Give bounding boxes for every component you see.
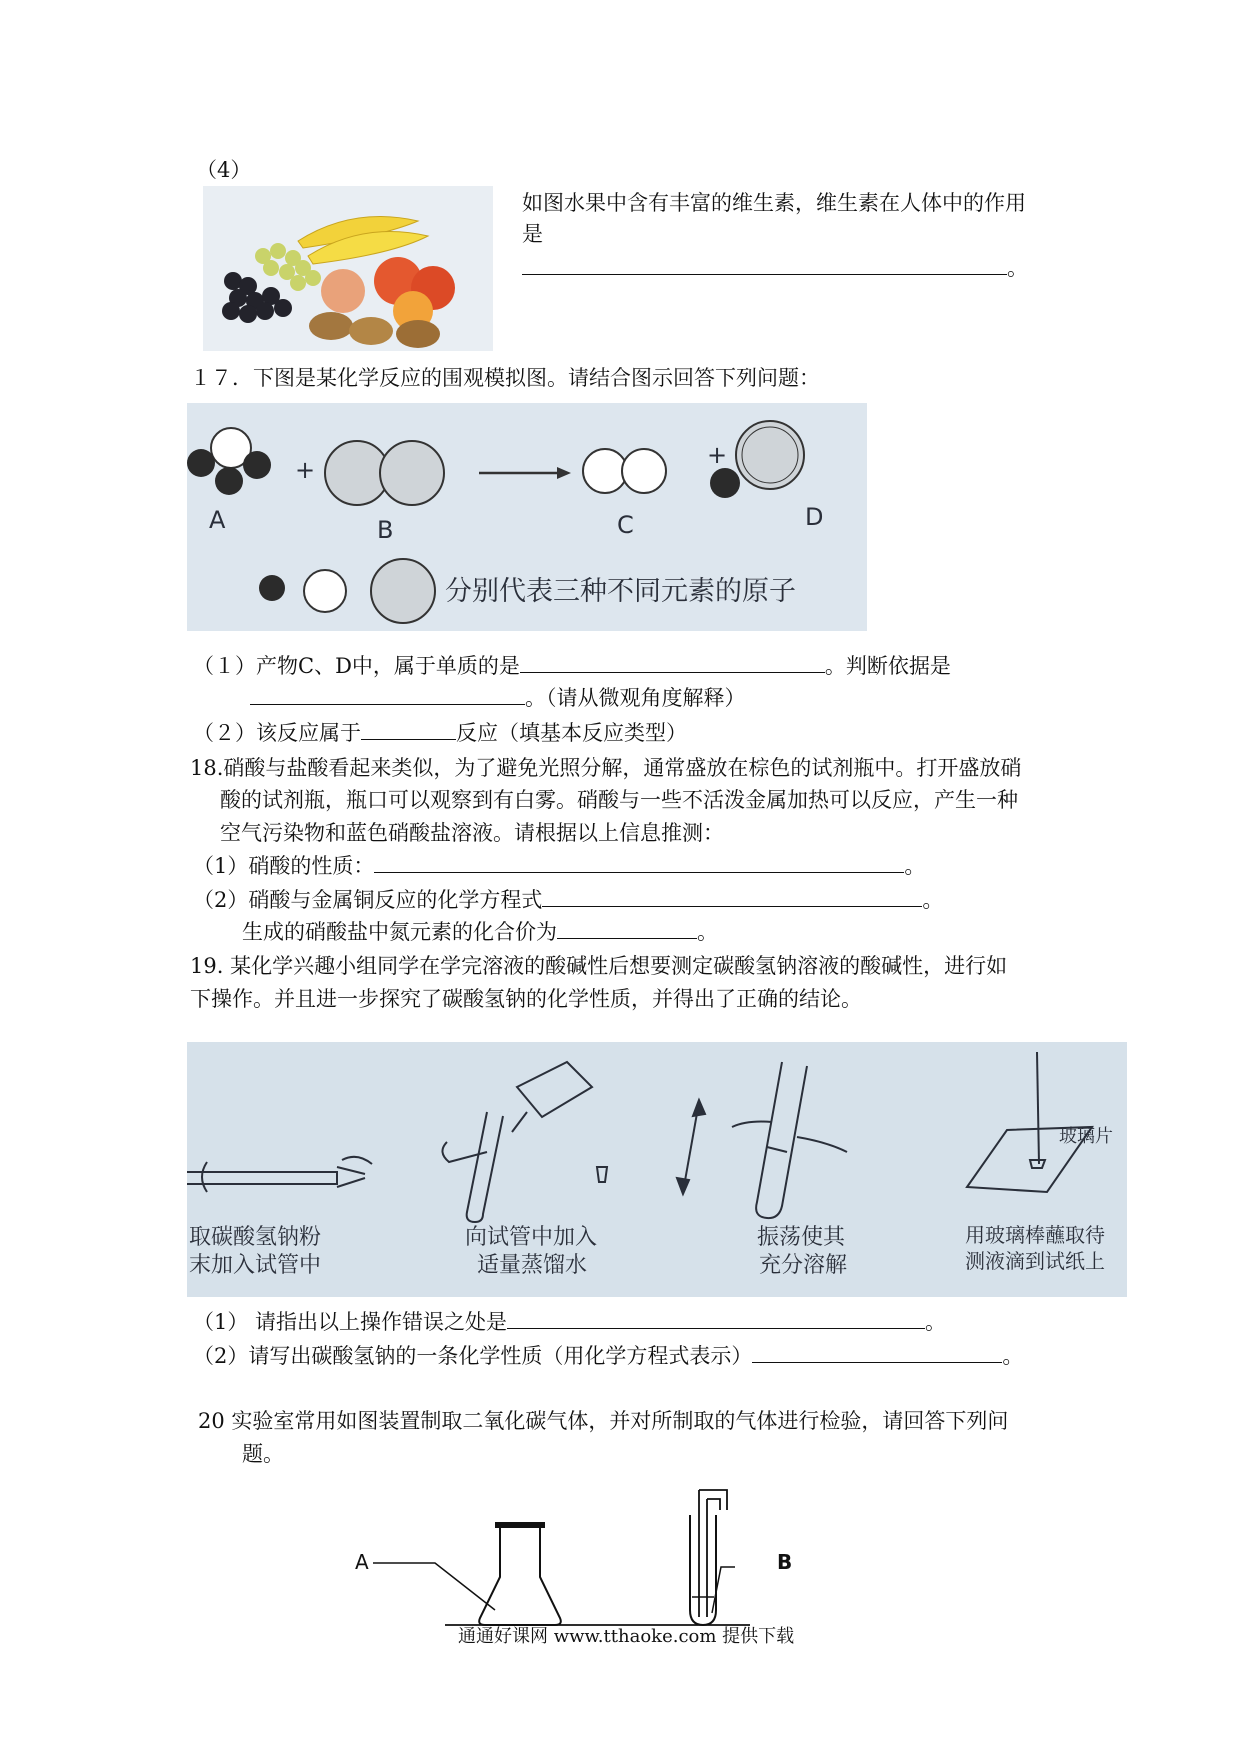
legend-text: 分别代表三种不同元素的原子 bbox=[445, 576, 796, 607]
step1-illustration bbox=[187, 1157, 372, 1192]
q18-part3: 生成的硝酸盐中氮元素的化合价为 。 bbox=[242, 920, 718, 944]
q19-part2: （2）请写出碳酸氢钠的一条化学性质（用化学方程式表示） 。 bbox=[193, 1344, 1024, 1368]
label-a: A bbox=[355, 1550, 369, 1574]
q18-part1: （1）硝酸的性质： 。 bbox=[193, 854, 926, 878]
reaction-diagram bbox=[187, 403, 867, 631]
reaction-diagram-svg bbox=[187, 403, 867, 631]
q18-part2: （2）硝酸与金属铜反应的化学方程式 。 bbox=[193, 888, 944, 912]
step1-caption-line1: 取碳酸氢钠粉 bbox=[189, 1225, 322, 1250]
answer-blank[interactable] bbox=[361, 719, 456, 740]
step2-caption-line1: 向试管中加入 bbox=[465, 1225, 598, 1250]
step2-caption-line2: 适量蒸馏水 bbox=[477, 1253, 588, 1278]
answer-blank[interactable] bbox=[520, 652, 825, 673]
step3-caption-line1: 振荡使其 bbox=[757, 1225, 846, 1250]
part-4-label: （4） bbox=[196, 158, 252, 182]
legend-gray-atom bbox=[371, 559, 435, 623]
plus-sign: + bbox=[295, 456, 316, 484]
step4-caption-line1: 用玻璃棒蘸取待 bbox=[965, 1223, 1105, 1247]
step4-caption-line2: 测液滴到试纸上 bbox=[965, 1249, 1105, 1273]
procedure-svg bbox=[187, 1042, 1127, 1297]
arrow-head bbox=[557, 467, 571, 479]
q17-title: １７．下图是某化学反应的围观模拟图。请结合图示回答下列问题： bbox=[190, 366, 820, 390]
black-atom bbox=[710, 468, 740, 498]
q20-line1: 20 实验室常用如图装置制取二氧化碳气体，并对所制取的气体进行检验，请回答下列问 bbox=[198, 1409, 1009, 1433]
glass-slide-label: 玻璃片 bbox=[1059, 1126, 1113, 1147]
pointer-a bbox=[373, 1563, 495, 1610]
q19-line2: 下操作。并且进一步探究了碳酸氢钠的化学性质，并得出了正确的结论。 bbox=[190, 987, 862, 1011]
q18-line2: 酸的试剂瓶，瓶口可以观察到有白雾。硝酸与一些不活泼金属加热可以反应，产生一种 bbox=[220, 788, 1018, 812]
fruit-question-line2: 是 bbox=[522, 222, 543, 246]
fruit-question-line1: 如图水果中含有丰富的维生素，维生素在人体中的作用 bbox=[522, 191, 1026, 215]
q18-line3: 空气污染物和蓝色硝酸盐溶液。请根据以上信息推测： bbox=[220, 821, 724, 845]
step3-illustration bbox=[677, 1062, 847, 1218]
q19-line1: 19. 某化学兴趣小组同学在学完溶液的酸碱性后想要测定碳酸氢钠溶液的酸碱性，进行如 bbox=[190, 954, 1008, 978]
label-a: A bbox=[209, 506, 226, 534]
conical-flask bbox=[479, 1527, 561, 1625]
legend-white-atom bbox=[304, 570, 346, 612]
q19-part1: （1） 请指出以上操作错误之处是 。 bbox=[193, 1310, 947, 1334]
fruit-photo bbox=[203, 186, 493, 351]
q18-line1: 18.硝酸与盐酸看起来类似，为了避免光照分解，通常盛放在棕色的试剂瓶中。打开盛放硝 bbox=[190, 756, 1022, 780]
legend-black-atom bbox=[259, 575, 285, 601]
q20-line2: 题。 bbox=[242, 1442, 284, 1466]
answer-blank[interactable] bbox=[522, 254, 1007, 275]
answer-blank[interactable] bbox=[250, 684, 525, 705]
answer-blank[interactable] bbox=[557, 918, 697, 939]
flask-stopper bbox=[495, 1522, 545, 1528]
plus-sign: + bbox=[707, 441, 728, 469]
white-atom bbox=[583, 449, 627, 493]
footer-credit: 通通好课网 www.tthaoke.com 提供下载 bbox=[458, 1626, 795, 1647]
black-atom bbox=[215, 467, 243, 495]
label-b: B bbox=[377, 516, 394, 544]
gray-atom bbox=[380, 441, 444, 505]
step1-caption-line2: 末加入试管中 bbox=[189, 1253, 322, 1278]
step2-illustration bbox=[442, 1062, 607, 1222]
black-atom bbox=[187, 449, 215, 477]
apparatus-svg bbox=[355, 1485, 815, 1635]
apparatus-diagram bbox=[355, 1485, 815, 1635]
answer-blank[interactable] bbox=[507, 1308, 925, 1329]
test-tube bbox=[690, 1515, 716, 1625]
gray-atom bbox=[736, 421, 804, 489]
q17-part2: （２）该反应属于 反应（填基本反应类型） bbox=[193, 721, 687, 745]
black-atom bbox=[243, 451, 271, 479]
delivery-tube bbox=[699, 1490, 727, 1617]
answer-blank[interactable] bbox=[752, 1342, 1002, 1363]
label-b: B bbox=[777, 1550, 793, 1574]
answer-blank[interactable] bbox=[542, 886, 922, 907]
step3-caption-line2: 充分溶解 bbox=[759, 1253, 848, 1278]
procedure-diagram bbox=[187, 1042, 1127, 1297]
fruit-answer-row: 。 bbox=[522, 252, 1028, 282]
white-atom bbox=[622, 449, 666, 493]
answer-blank[interactable] bbox=[374, 852, 904, 873]
fruit-illustration bbox=[203, 186, 493, 351]
label-d: D bbox=[805, 503, 824, 531]
q17-part1: （１）产物C、D中，属于单质的是 。判断依据是 bbox=[193, 654, 951, 678]
q17-part1-cont: 。（请从微观角度解释） bbox=[250, 682, 746, 712]
label-c: C bbox=[617, 511, 634, 539]
step4-illustration bbox=[967, 1052, 1092, 1192]
